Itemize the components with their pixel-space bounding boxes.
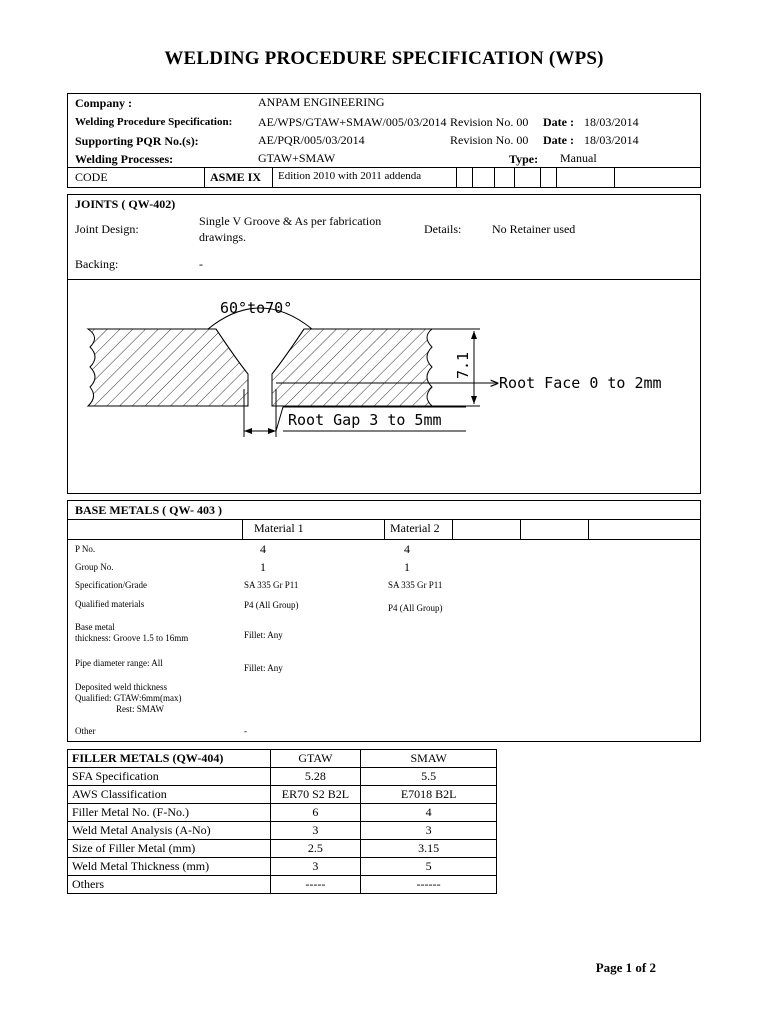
spec-material-1: SA 335 Gr P11 (244, 580, 299, 590)
pno-label: P No. (75, 544, 96, 554)
filler-metals-table (67, 749, 497, 894)
company-value: ANPAM ENGINEERING (258, 95, 385, 109)
divider (472, 167, 473, 188)
pqr-number: AE/PQR/005/03/2014 (258, 133, 365, 147)
type-value: Manual (560, 151, 597, 165)
divider (614, 167, 615, 188)
angle-label: 60°to70° (220, 299, 293, 317)
filler-header-smaw: SMAW (361, 750, 497, 768)
code-value: ASME IX (210, 170, 262, 184)
divider (242, 519, 243, 539)
code-label: CODE (75, 170, 108, 184)
filler-row-label: Filler Metal No. (F-No.) (68, 804, 271, 822)
joint-design-value-1: Single V Groove & As per fabrication (199, 214, 382, 228)
divider (588, 519, 589, 539)
wps-revision: Revision No. 00 (450, 115, 529, 129)
divider (514, 167, 515, 188)
details-label: Details: (424, 222, 462, 236)
filler-row-smaw: 4 (361, 804, 497, 822)
filler-row-gtaw: ----- (270, 876, 361, 894)
document-title: WELDING PROCEDURE SPECIFICATION (WPS) (164, 48, 604, 69)
divider (384, 519, 385, 539)
filler-row-smaw: 3 (361, 822, 497, 840)
pqr-date-label: Date : (543, 133, 574, 147)
filler-row-label: Size of Filler Metal (mm) (68, 840, 271, 858)
joint-sketch (68, 279, 700, 493)
divider (204, 167, 205, 188)
table-row (68, 840, 497, 858)
filler-row-gtaw: 3 (270, 858, 361, 876)
joint-design-label: Joint Design: (75, 222, 139, 236)
other-label: Other (75, 726, 96, 736)
qualified-material-2: P4 (All Group) (388, 603, 443, 613)
root-face-label: >Root Face 0 to 2mm (490, 374, 662, 392)
process-value: GTAW+SMAW (258, 151, 336, 165)
wps-number: AE/WPS/GTAW+SMAW/005/03/2014 (258, 115, 447, 129)
other-value: - (244, 726, 247, 736)
root-gap-label: Root Gap 3 to 5mm (288, 411, 442, 429)
pqr-date: 18/03/2014 (584, 133, 639, 147)
filler-row-label: SFA Specification (68, 768, 271, 786)
table-row (68, 876, 497, 894)
company-label: Company : (75, 96, 133, 110)
pqr-revision: Revision No. 00 (450, 133, 529, 147)
filler-row-gtaw: 6 (270, 804, 361, 822)
divider (540, 167, 541, 188)
divider (456, 167, 457, 188)
filler-metals-body (68, 750, 497, 894)
backing-value: - (199, 257, 203, 271)
divider (494, 167, 495, 188)
filler-row-label: Others (68, 876, 271, 894)
table-row (68, 786, 497, 804)
table-row (68, 768, 497, 786)
filler-row-label: AWS Classification (68, 786, 271, 804)
filler-header-title: FILLER METALS (QW-404) (68, 750, 271, 768)
deposited-label-1: Deposited weld thickness (75, 682, 167, 692)
process-label: Welding Processes: (75, 152, 174, 166)
deposited-label-3: Rest: SMAW (116, 704, 165, 714)
qualified-label: Qualified materials (75, 599, 145, 609)
filler-row-gtaw: 3 (270, 822, 361, 840)
filler-row-smaw: 5 (361, 858, 497, 876)
edition: Edition 2010 with 2011 addenda (278, 170, 422, 182)
divider (452, 519, 453, 539)
filler-row-gtaw: 2.5 (270, 840, 361, 858)
thickness-label: 7.1 (454, 351, 472, 379)
filler-row-smaw: 3.15 (361, 840, 497, 858)
pno-material-1: 4 (260, 542, 266, 556)
divider (272, 167, 273, 188)
page-number: Page 1 of 2 (595, 960, 656, 975)
group-material-2: 1 (404, 560, 410, 574)
spec-material-2: SA 335 Gr P11 (388, 580, 443, 590)
group-material-1: 1 (260, 560, 266, 574)
details-value: No Retainer used (492, 222, 576, 236)
material-2-header: Material 2 (390, 521, 440, 535)
filler-row-label: Weld Metal Thickness (mm) (68, 858, 271, 876)
wps-label: Welding Procedure Specification: (75, 116, 233, 128)
wps-date-label: Date : (543, 115, 574, 129)
divider (520, 519, 521, 539)
filler-header-row (68, 750, 497, 768)
filler-row-gtaw: 5.28 (270, 768, 361, 786)
thickness-fillet: Fillet: Any (244, 630, 283, 640)
material-1-header: Material 1 (254, 521, 304, 535)
filler-row-smaw: ------ (361, 876, 497, 894)
table-row (68, 804, 497, 822)
pqr-label: Supporting PQR No.(s): (75, 134, 199, 148)
joint-design-value-2: drawings. (199, 230, 246, 244)
divider (556, 167, 557, 188)
filler-row-label: Weld Metal Analysis (A-No) (68, 822, 271, 840)
pipe-diameter-label: Pipe diameter range: All (75, 658, 163, 668)
backing-label: Backing: (75, 257, 119, 271)
thickness-label-2: thickness: Groove 1.5 to 16mm (75, 633, 189, 643)
filler-row-smaw: E7018 B2L (361, 786, 497, 804)
table-row (68, 858, 497, 876)
pno-material-2: 4 (404, 542, 410, 556)
wps-date: 18/03/2014 (584, 115, 639, 129)
type-label: Type: (509, 152, 539, 166)
pipe-fillet: Fillet: Any (244, 663, 283, 673)
table-row (68, 822, 497, 840)
joints-heading: JOINTS ( QW-402) (75, 197, 176, 211)
divider (68, 167, 700, 168)
qualified-material-1: P4 (All Group) (244, 600, 299, 610)
deposited-label-2: Qualified: GTAW:6mm(max) (75, 693, 182, 703)
group-label: Group No. (75, 562, 114, 572)
base-metals-heading: BASE METALS ( QW- 403 ) (75, 503, 223, 517)
thickness-label-1: Base metal (75, 622, 115, 632)
divider (68, 539, 700, 540)
filler-row-smaw: 5.5 (361, 768, 497, 786)
spec-label: Specification/Grade (75, 580, 147, 590)
filler-header-gtaw: GTAW (270, 750, 361, 768)
filler-row-gtaw: ER70 S2 B2L (270, 786, 361, 804)
